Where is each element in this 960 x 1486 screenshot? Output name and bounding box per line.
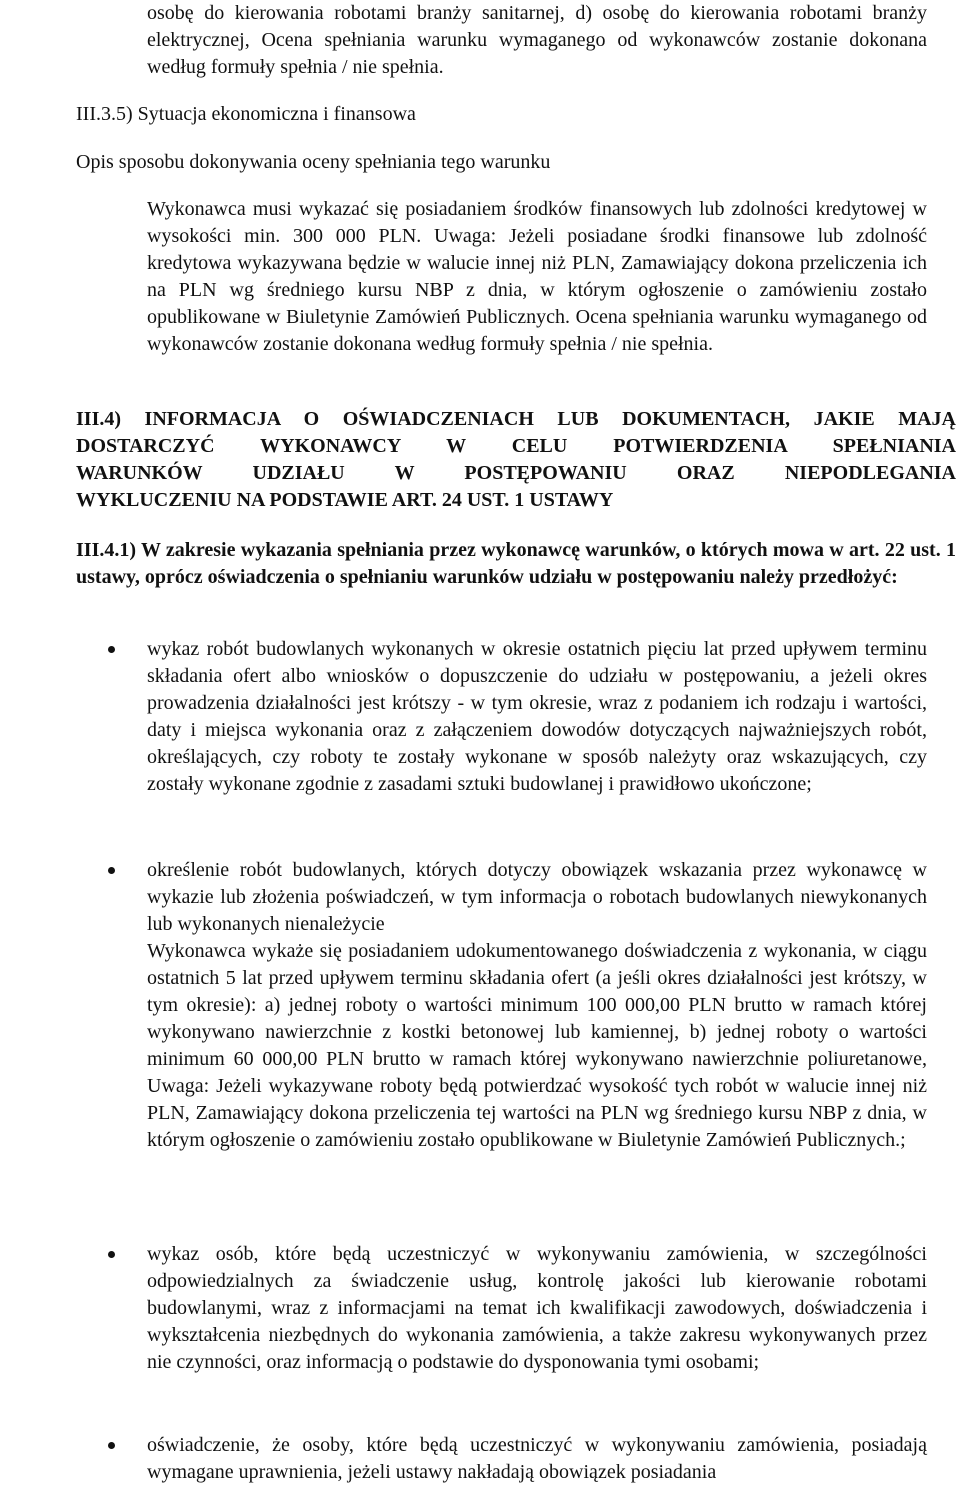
intro-paragraph: osobę do kierowania robotami branży sanitarnej, d) osobę do kierowania robotami branży elektrycznej, Ocena spełniania warunku wymaganego od wykonawców zostanie dokonana według formuły spełnia / nie spełnia. [147,2,927,78]
section-heading-iii-4-1: III.4.1) W zakresie wykazania spełniania przez wykonawcę warunków, o których mowa w art. 22 ust. 1 ustawy, oprócz oświadczenia o spełnianiu warunków udziału w postępowaniu należy przedłożyć: [76,539,956,588]
heading-line-4: WYKLUCZENIU NA PODSTAWIE ART. 24 UST. 1 USTAWY [76,489,614,511]
section-heading-iii-3-5: III.3.5) Sytuacja ekonomiczna i finansowa [76,103,416,125]
bullet-icon [108,1442,115,1449]
economic-condition-paragraph: Wykonawca musi wykazać się posiadaniem środków finansowych lub zdolności kredytowej w wysokości min. 300 000 PLN. Uwaga: Jeżeli posiadane środki finansowe lub zdolność kredytowa wykazywana będzie w walucie innej niż PLN, Zamawiający dokona przeliczenia ich na PLN wg średniego kursu NBP z dnia, w którym ogłoszenie o zamówieniu zostało opublikowane w Biuletynie Zamówień Publicznych. Ocena spełniania warunku wymaganego od wykonawców zostanie dokonana według formuły spełnia / nie spełnia. [147,198,927,355]
heading-line-3: WARUNKÓW UDZIAŁU W POSTĘPOWANIU ORAZ NIEPODLEGANIA [76,462,956,484]
list-item-text: wykaz osób, które będą uczestniczyć w wykonywaniu zamówienia, w szczególności odpowiedzialnych za świadczenie usług, kontrolę jakości lub kierowanie robotami budowlanymi, wraz z informacjami na temat ich kwalifikacji zawodowych, doświadczenia i wykształcenia niezbędnych do wykonania zamówienia, a także zakresu wykonywanych przez nie czynności, oraz informacją o podstawie do dysponowania tymi osobami; [147,1243,927,1373]
list-item-text: określenie robót budowlanych, których dotyczy obowiązek wskazania przez wykonawcę w wykazie lub złożenia poświadczeń, w tym informacja o robotach budowlanych niewykonanych lub wykonanych nienależycie [147,859,927,935]
list-item [147,636,927,798]
list-item [147,1432,927,1486]
list-item-text: oświadczenie, że osoby, które będą uczestniczyć w wykonywaniu zamówienia, posiadają wymagane uprawnienia, jeżeli ustawy nakładają obowiązek posiadania [147,1434,927,1483]
list-item-text: wykaz robót budowlanych wykonanych w okresie ostatnich pięciu lat przed upływem terminu składania ofert albo wniosków o dopuszczenie do udziału w postępowaniu, a jeżeli okres prowadzenia działalności jest krótszy - w tym okresie, wraz z podaniem ich rodzaju i wartości, daty i miejsca wykonania oraz z załączeniem dowodów dotyczących najważniejszych robót, określających, czy roboty te zostały wykonane w sposób należyty oraz wskazujących, czy zostały wykonane zgodnie z zasadami sztuki budowlanej i prawidłowo ukończone; [147,638,927,795]
list-item-text: Wykonawca wykaże się posiadaniem udokumentowanego doświadczenia z wykonania, w ciągu ostatnich 5 lat przed upływem terminu składania ofert (a jeśli okres działalności jest krótszy, w tym okresie): a) jednej roboty o wartości minimum 100 000,00 PLN brutto w ramach której wykonywano nawierzchnie z kostki betonowej lub kamiennej, b) jednej roboty o wartości minimum 60 000,00 PLN brutto w ramach której wykonywano nawierzchnie poliuretanowe, Uwaga: Jeżeli wykazywane roboty będą potwierdzać wysokość tych robót w walucie innej niż PLN, Zamawiający dokona przeliczenia tej wartości na PLN wg średniego kursu NBP z dnia, w którym ogłoszenie o zamówieniu zostało opublikowane w Biuletynie Zamówień Publicznych.; [147,940,927,1151]
section-subheading: Opis sposobu dokonywania oceny spełniania tego warunku [76,151,551,173]
heading-line-2: DOSTARCZYĆ WYKONAWCY W CELU POTWIERDZENIA SPEŁNIANIA [76,435,956,457]
list-item [147,1241,927,1376]
bullet-icon [108,867,115,874]
heading-line-1: III.4) INFORMACJA O OŚWIADCZENIACH LUB DOKUMENTACH, JAKIE MAJĄ [76,408,956,430]
bullet-icon [108,646,115,653]
section-heading-iii-4 [76,406,956,514]
list-item [147,857,927,1154]
bullet-icon [108,1251,115,1258]
